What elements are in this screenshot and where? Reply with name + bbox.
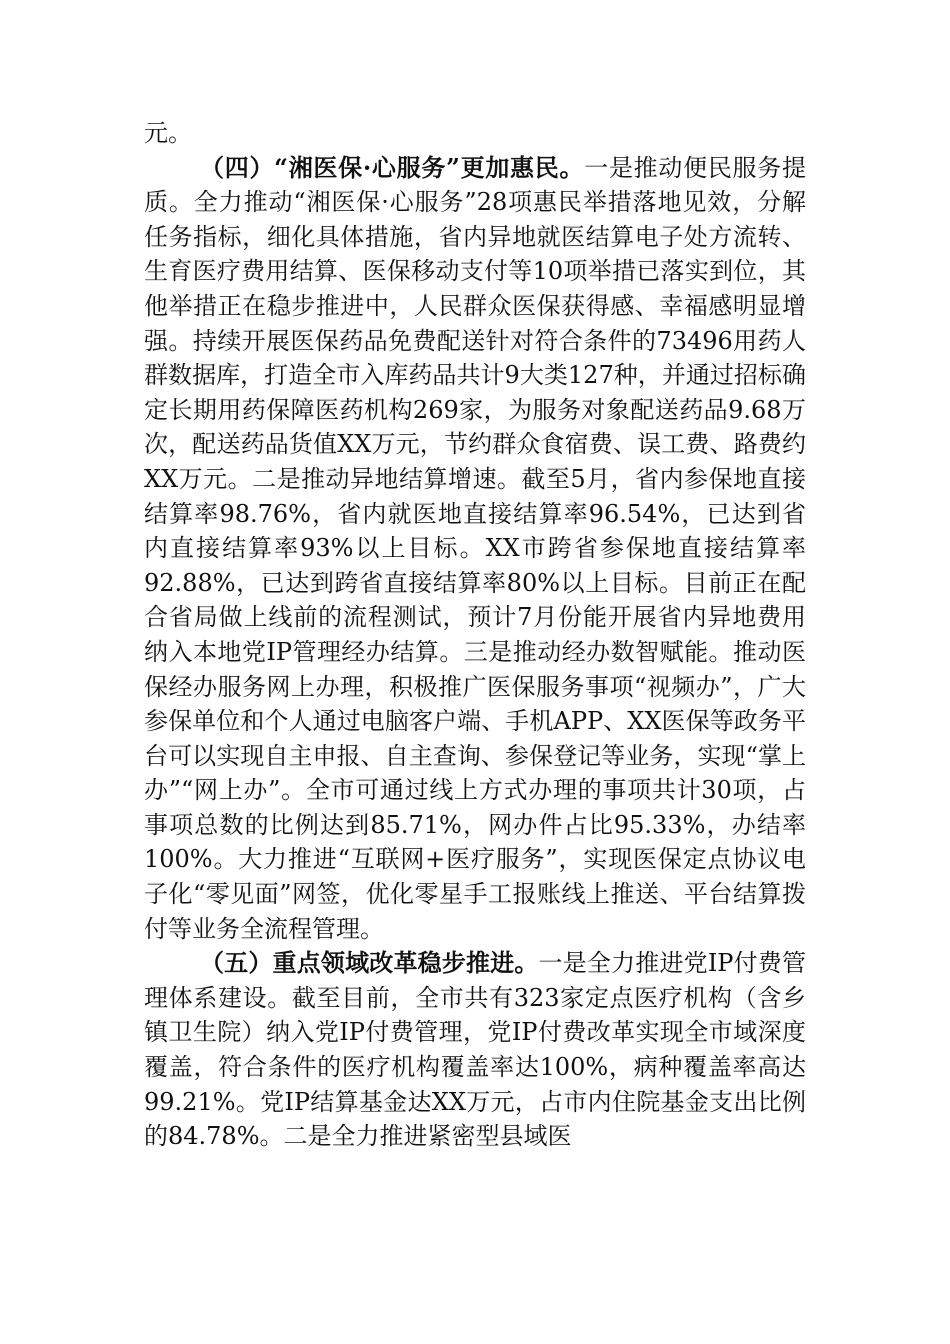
paragraph-section-4 xyxy=(144,151,806,947)
section-4-body: 一是推动便民服务提质。全力推动“湘医保·心服务”28项惠民举措落地见效，分解任务指标，细化具体措施，省内异地就医结算电子处方流转、生育医疗费用结算、医保移动支付等10项举措已落实到位，其他举措正在稳步推进中，人民群众医保获得感、幸福感明显增强。持续开展医保药品免费配送针对符合条件的73496用药人群数据库，打造全市入库药品共计9大类127种，并通过招标确定长期用药保障医药机构269家，为服务对象配送药品9.68万次，配送药品货值XX万元，节约群众食宿费、误工费、路费约XX万元。二是推动异地结算增速。截至5月，省内参保地直接结算率98.76%，省内就医地直接结算率96.54%，已达到省内直接结算率93%以上目标。XX市跨省参保地直接结算率92.88%，已达到跨省直接结算率80%以上目标。目前正在配合省局做上线前的流程测试，预计7月份能开展省内异地费用纳入本地党IP管理经办结算。三是推动经办数智赋能。推动医保经办服务网上办理，积极推广医保服务事项“视频办”，广大参保单位和个人通过电脑客户端、手机APP、XX医保等政务平台可以实现自主申报、自主查询、参保登记等业务，实现“掌上办”“网上办”。全市可通过线上方式办理的事项共计30项，占事项总数的比例达到85.71%，网办件占比95.33%，办结率100%。大力推进“互联网+医疗服务”，实现医保定点协议电子化“零见面”网签，优化零星手工报账线上推送、平台结算拨付等业务全流程管理。 xyxy=(144,153,807,943)
paragraph-continuation xyxy=(144,116,806,151)
section-5-heading: （五）重点领域改革稳步推进。 xyxy=(200,948,539,978)
section-4-heading: （四）“湘医保·心服务”更加惠民。 xyxy=(200,152,585,182)
continuation-text: 元。 xyxy=(144,119,192,147)
section-5-body: 一是全力推进党IP付费管理体系建设。截至目前，全市共有323家定点医疗机构（含乡镇卫生院）纳入党IP付费管理，党IP付费改革实现全市域深度覆盖，符合条件的医疗机构覆盖率达100%，病种覆盖率高达99.21%。党IP结算基金达XX万元，占市内住院基金支出比例的84.78%。二是全力推进紧密型县域医 xyxy=(144,949,806,1151)
document-page xyxy=(144,116,806,1154)
paragraph-section-5 xyxy=(144,946,806,1154)
